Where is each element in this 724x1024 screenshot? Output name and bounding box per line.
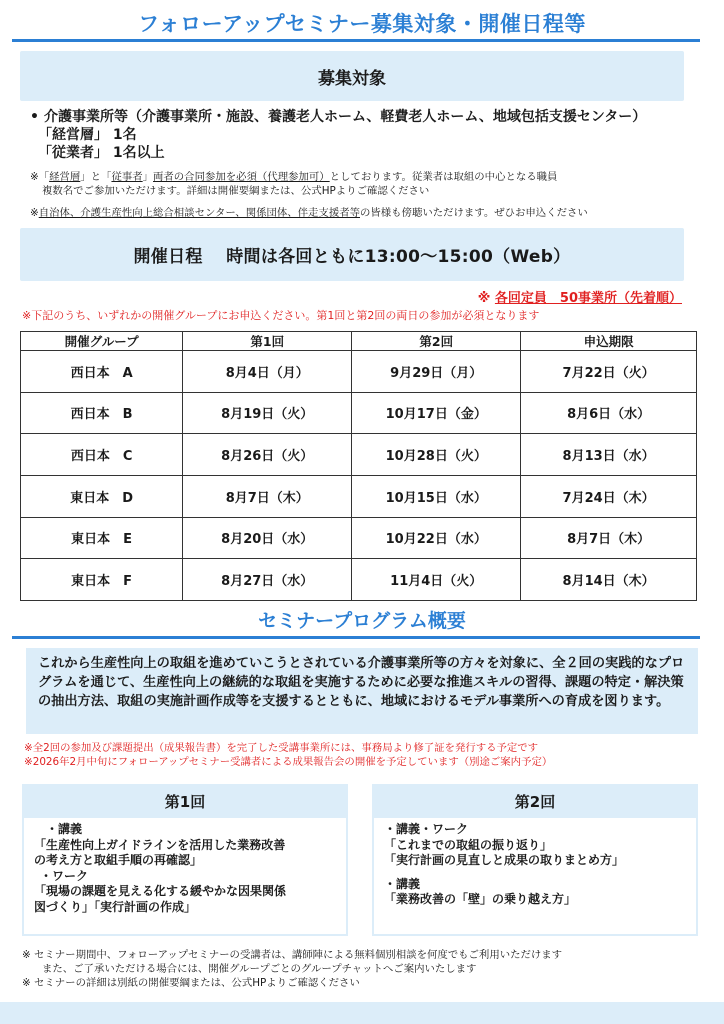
footer-note: ※ セミナーの詳細は別紙の開催要綱または、公式HPよりご確認ください bbox=[22, 977, 360, 989]
red-note: ※全2回の参加及び課題提出（成果報告書）を完了した受講事業所には、事務局より修了証を発行する予定です bbox=[24, 742, 539, 754]
table-cell: 西日本 B bbox=[21, 392, 183, 434]
footer-note: ※ セミナー期間中、フォローアップセミナーの受講者は、講師陣による無料個別相談を何度でもご利用いただけます bbox=[22, 949, 563, 961]
table-cell: 西日本 C bbox=[21, 434, 183, 476]
program-section-title: セミナープログラム概要 bbox=[258, 610, 466, 632]
recruit-heading: 募集対象 bbox=[318, 68, 386, 89]
recruit-line-3: 「従業者」 1名以上 bbox=[38, 145, 165, 161]
table-cell: 東日本 D bbox=[21, 475, 183, 517]
table-cell: 西日本 A bbox=[21, 351, 183, 393]
table-row bbox=[21, 392, 697, 434]
page-title: フォローアップセミナー募集対象・開催日程等 bbox=[138, 12, 586, 36]
schedule-heading: 開催日程 時間は各回ともに13:00～15:00（Web） bbox=[133, 247, 571, 267]
column-header: 開催グループ bbox=[21, 332, 183, 351]
table-cell: 10月28日（火） bbox=[352, 434, 521, 476]
table-cell: 8月27日（水） bbox=[183, 559, 352, 601]
session-2-body: ・講義・ワーク 「これまでの取組の振り返り」 「実行計画の見直しと成果の取りまとめ方」 ・講義 「業務改善の「壁」の乗り越え方」 bbox=[372, 818, 698, 936]
red-note: ※2026年2月中旬にフォローアップセミナー受講者による成果報告会の開催を予定しています（別途ご案内予定） bbox=[24, 756, 553, 768]
program-red-notes bbox=[24, 741, 714, 769]
column-header: 申込期限 bbox=[521, 332, 697, 351]
table-cell: 8月6日（水） bbox=[521, 392, 697, 434]
session-1-heading: 第1回 bbox=[22, 784, 348, 818]
recruit-note-1: ※「経営層」と「従事者」両者の合同参加を必須（代理参加可）としております。従業者は取組の中心となる職員 複数名でご参加いただけます。詳細は開催要綱または、公式HPよりご確認ください bbox=[30, 171, 558, 197]
table-cell: 7月24日（木） bbox=[521, 475, 697, 517]
table-cell: 7月22日（火） bbox=[521, 351, 697, 393]
table-row bbox=[21, 517, 697, 559]
session-1-body: ・講義 「生産性向上ガイドラインを活用した業務改善 の考え方と取組手順の再確認」 ・ワーク 「現場の課題を見える化する緩やかな因果関係 図づくり」「実行計画の作成」 bbox=[22, 818, 348, 936]
table-cell: 9月29日（月） bbox=[352, 351, 521, 393]
capacity-note: ※ 各回定員 50事業所（先着順） bbox=[477, 291, 682, 306]
table-cell: 8月13日（水） bbox=[521, 434, 697, 476]
table-cell: 10月15日（水） bbox=[352, 475, 521, 517]
recruit-line-2: 「経営層」 1名 bbox=[38, 127, 137, 143]
table-header-row bbox=[21, 332, 697, 351]
table-cell: 8月4日（月） bbox=[183, 351, 352, 393]
bullet-icon: • bbox=[30, 109, 39, 125]
table-cell: 10月22日（水） bbox=[352, 517, 521, 559]
column-header: 第1回 bbox=[183, 332, 352, 351]
schedule-heading-band bbox=[20, 228, 684, 281]
choose-group-note: ※下記のうち、いずれかの開催グループにお申込ください。第1回と第2回の両日の参加が必須となります bbox=[22, 309, 540, 322]
table-row bbox=[21, 559, 697, 601]
program-description: これから生産性向上の取組を進めていこうとされている介護事業所等の方々を対象に、全２回の実践的なプログラムを通じて、生産性向上の継続的な取組を実施するために必要な推進スキルの習得、課題の特定・解決策の抽出方法、取組の実施計画作成等を支援するとともに、地域におけるモデル事業所への育成を図ります。 bbox=[26, 648, 698, 734]
session-2-heading: 第2回 bbox=[372, 784, 698, 818]
recruit-note-2: ※自治体、介護生産性向上総合相談センター、関係団体、伴走支援者等の皆様も傍聴いただけます。ぜひお申込ください bbox=[30, 207, 588, 219]
table-row bbox=[21, 351, 697, 393]
session-2-card bbox=[372, 784, 698, 936]
recruit-body bbox=[30, 108, 710, 162]
schedule-table bbox=[20, 331, 697, 601]
table-row bbox=[21, 434, 697, 476]
table-cell: 10月17日（金） bbox=[352, 392, 521, 434]
footer-notes bbox=[22, 948, 712, 990]
title-divider bbox=[12, 39, 700, 42]
table-cell: 8月20日（水） bbox=[183, 517, 352, 559]
column-header: 第2回 bbox=[352, 332, 521, 351]
table-cell: 8月19日（火） bbox=[183, 392, 352, 434]
footer-note: また、ご了承いただける場合には、開催グループごとのグループチャットへご案内いたします bbox=[42, 963, 477, 975]
table-cell: 東日本 E bbox=[21, 517, 183, 559]
table-cell: 11月4日（火） bbox=[352, 559, 521, 601]
program-divider bbox=[12, 636, 700, 639]
table-cell: 東日本 F bbox=[21, 559, 183, 601]
table-cell: 8月7日（木） bbox=[183, 475, 352, 517]
recruit-line-1: • 介護事業所等（介護事業所・施設、養護老人ホーム、軽費老人ホーム、地域包括支援センター） bbox=[30, 109, 647, 125]
table-cell: 8月7日（木） bbox=[521, 517, 697, 559]
recruit-heading-band bbox=[20, 51, 684, 101]
table-cell: 8月14日（木） bbox=[521, 559, 697, 601]
table-cell: 8月26日（火） bbox=[183, 434, 352, 476]
session-1-card bbox=[22, 784, 348, 936]
table-row bbox=[21, 475, 697, 517]
footer-bar bbox=[0, 1002, 724, 1024]
